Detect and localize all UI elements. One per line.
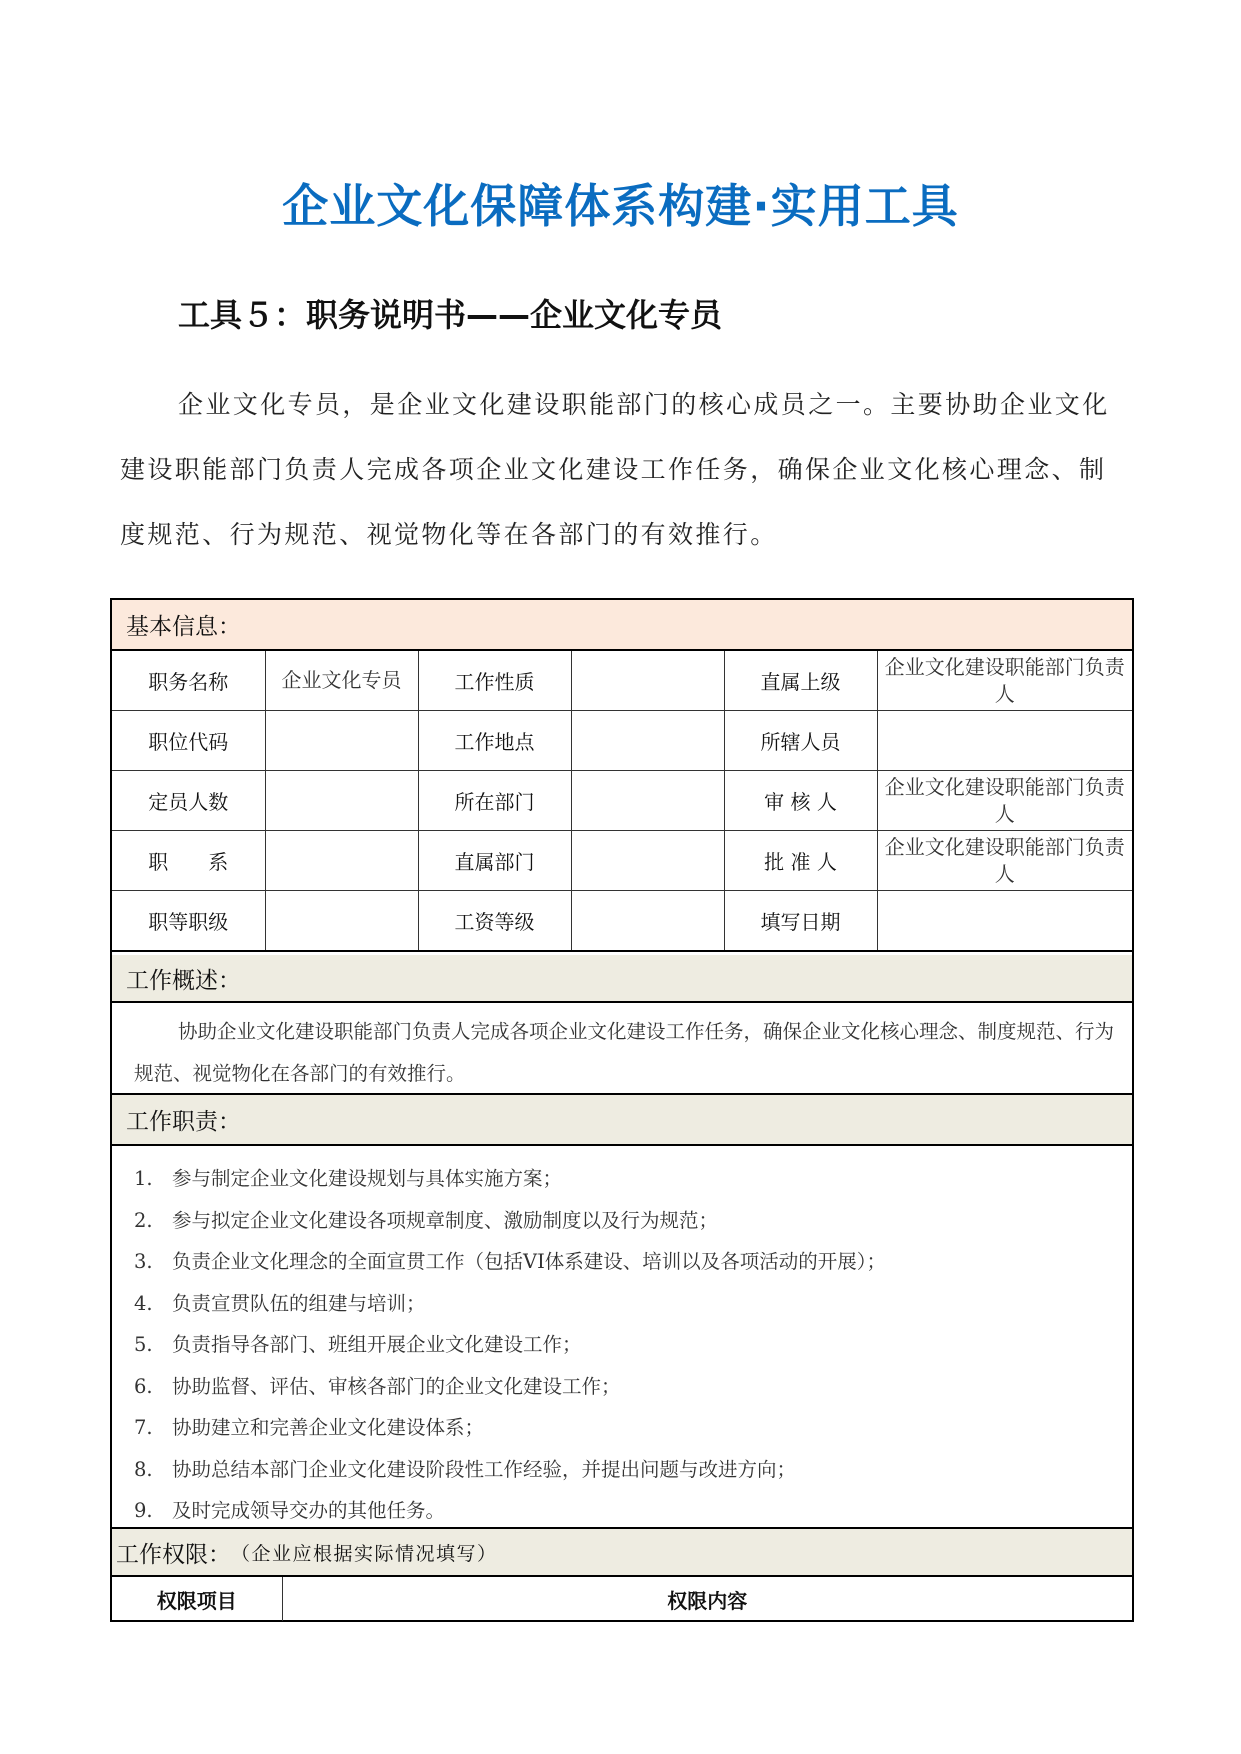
list-item-text: 负责企业文化理念的全面宣贯工作（包括VI体系建设、培训以及各项活动的开展）；: [172, 1250, 887, 1273]
table-row: [112, 771, 1132, 831]
value-direct-superior: 企业文化建设职能部门负责人: [877, 651, 1132, 711]
table-row: [112, 831, 1132, 891]
value-department: [571, 771, 724, 831]
table-row: [112, 1577, 1132, 1621]
job-description-form: [110, 598, 1134, 1622]
table-row: [112, 891, 1132, 952]
basic-info-table: [112, 651, 1132, 952]
list-item: [112, 1407, 1132, 1449]
value-work-nature: [571, 651, 724, 711]
intro-paragraph: 企业文化专员，是企业文化建设职能部门的核心成员之一。主要协助企业文化建设职能部门负责人完成各项企业文化建设工作任务，确保企业文化核心理念、制度规范、行为规范、视觉物化等在各部门的有效推行。: [120, 390, 1110, 549]
value-work-location: [571, 711, 724, 771]
value-position-code: [265, 711, 418, 771]
section-authority-label: 工作权限：: [116, 1541, 231, 1568]
list-item-text: 参与拟定企业文化建设各项规章制度、激励制度以及行为规范；: [172, 1208, 719, 1232]
value-job-family: [265, 831, 418, 891]
label-job-family: 职 系: [112, 831, 265, 891]
value-subordinates: [877, 711, 1132, 771]
table-row: [112, 651, 1132, 711]
list-item-number: 6.: [134, 1374, 153, 1398]
value-salary-grade: [571, 891, 724, 952]
value-job-title: 企业文化专员: [265, 651, 418, 711]
label-work-location: 工作地点: [418, 711, 571, 771]
list-item-text: 及时完成领导交办的其他任务。: [172, 1499, 446, 1522]
list-item-text: 参与制定企业文化建设规划与具体实施方案；: [172, 1167, 563, 1190]
list-item: [112, 1366, 1132, 1408]
overview-text: 协助企业文化建设职能部门负责人完成各项企业文化建设工作任务，确保企业文化核心理念、制度规范、行为规范、视觉物化在各部门的有效推行。: [134, 1020, 1115, 1085]
list-item-number: 8.: [134, 1457, 153, 1481]
value-reviewer: 企业文化建设职能部门负责人: [877, 771, 1132, 831]
label-position-code: 职位代码: [112, 711, 265, 771]
list-item-number: 4.: [134, 1291, 153, 1315]
authority-table: [112, 1577, 1132, 1621]
value-fill-date: [877, 891, 1132, 952]
list-item-text: 负责宣贯队伍的组建与培训；: [172, 1291, 426, 1315]
section-duties-label: 工作职责：: [126, 1109, 241, 1135]
page-title: 企业文化保障体系构建·实用工具: [282, 179, 959, 233]
section-basic-info: [112, 600, 1132, 651]
list-item-text: 协助总结本部门企业文化建设阶段性工作经验，并提出问题与改进方向；: [172, 1457, 797, 1481]
label-grade: 职等职级: [112, 891, 265, 952]
label-salary-grade: 工资等级: [418, 891, 571, 952]
list-item-text: 协助监督、评估、审核各部门的企业文化建设工作；: [172, 1374, 621, 1398]
list-item: [112, 1490, 1132, 1532]
table-row: [112, 711, 1132, 771]
list-item-text: 负责指导各部门、班组开展企业文化建设工作；: [172, 1333, 582, 1356]
value-direct-department: [571, 831, 724, 891]
label-job-title: 职务名称: [112, 651, 265, 711]
list-item: [112, 1241, 1132, 1283]
tool-subtitle: 工具５：职务说明书——企业文化专员: [178, 296, 723, 334]
label-subordinates: 所辖人员: [724, 711, 877, 771]
label-approver: 批 准 人: [724, 831, 877, 891]
section-authority: [112, 1529, 1132, 1577]
label-department: 所在部门: [418, 771, 571, 831]
list-item: [112, 1324, 1132, 1366]
value-approver: 企业文化建设职能部门负责人: [877, 831, 1132, 891]
list-item-number: 9.: [134, 1499, 153, 1522]
authority-col-content: 权限内容: [667, 1588, 748, 1613]
list-item-number: 5.: [134, 1333, 153, 1356]
list-item: [112, 1283, 1132, 1325]
authority-col-item: 权限项目: [112, 1577, 282, 1621]
list-item: [112, 1449, 1132, 1491]
value-headcount: [265, 771, 418, 831]
label-direct-superior: 直属上级: [724, 651, 877, 711]
list-item-number: 7.: [134, 1416, 153, 1439]
label-fill-date: 填写日期: [724, 891, 877, 952]
label-work-nature: 工作性质: [418, 651, 571, 711]
label-reviewer: 审 核 人: [724, 771, 877, 831]
list-item-number: 3.: [134, 1250, 153, 1273]
value-grade: [265, 891, 418, 952]
label-headcount: 定员人数: [112, 771, 265, 831]
section-basic-info-label: 基本信息：: [126, 614, 241, 640]
overview-body: [112, 1003, 1132, 1095]
label-direct-department: 直属部门: [418, 831, 571, 891]
list-item: [112, 1158, 1132, 1200]
list-item: [112, 1200, 1132, 1242]
section-authority-note: （企业应根据实际情况填写）: [231, 1542, 498, 1565]
list-item-text: 协助建立和完善企业文化建设体系；: [172, 1416, 485, 1439]
section-overview: [112, 955, 1132, 1003]
duties-list: [112, 1146, 1132, 1529]
section-overview-label: 工作概述：: [126, 967, 241, 994]
list-item-number: 2.: [134, 1208, 153, 1232]
section-duties: [112, 1095, 1132, 1146]
list-item-number: 1.: [134, 1167, 153, 1190]
